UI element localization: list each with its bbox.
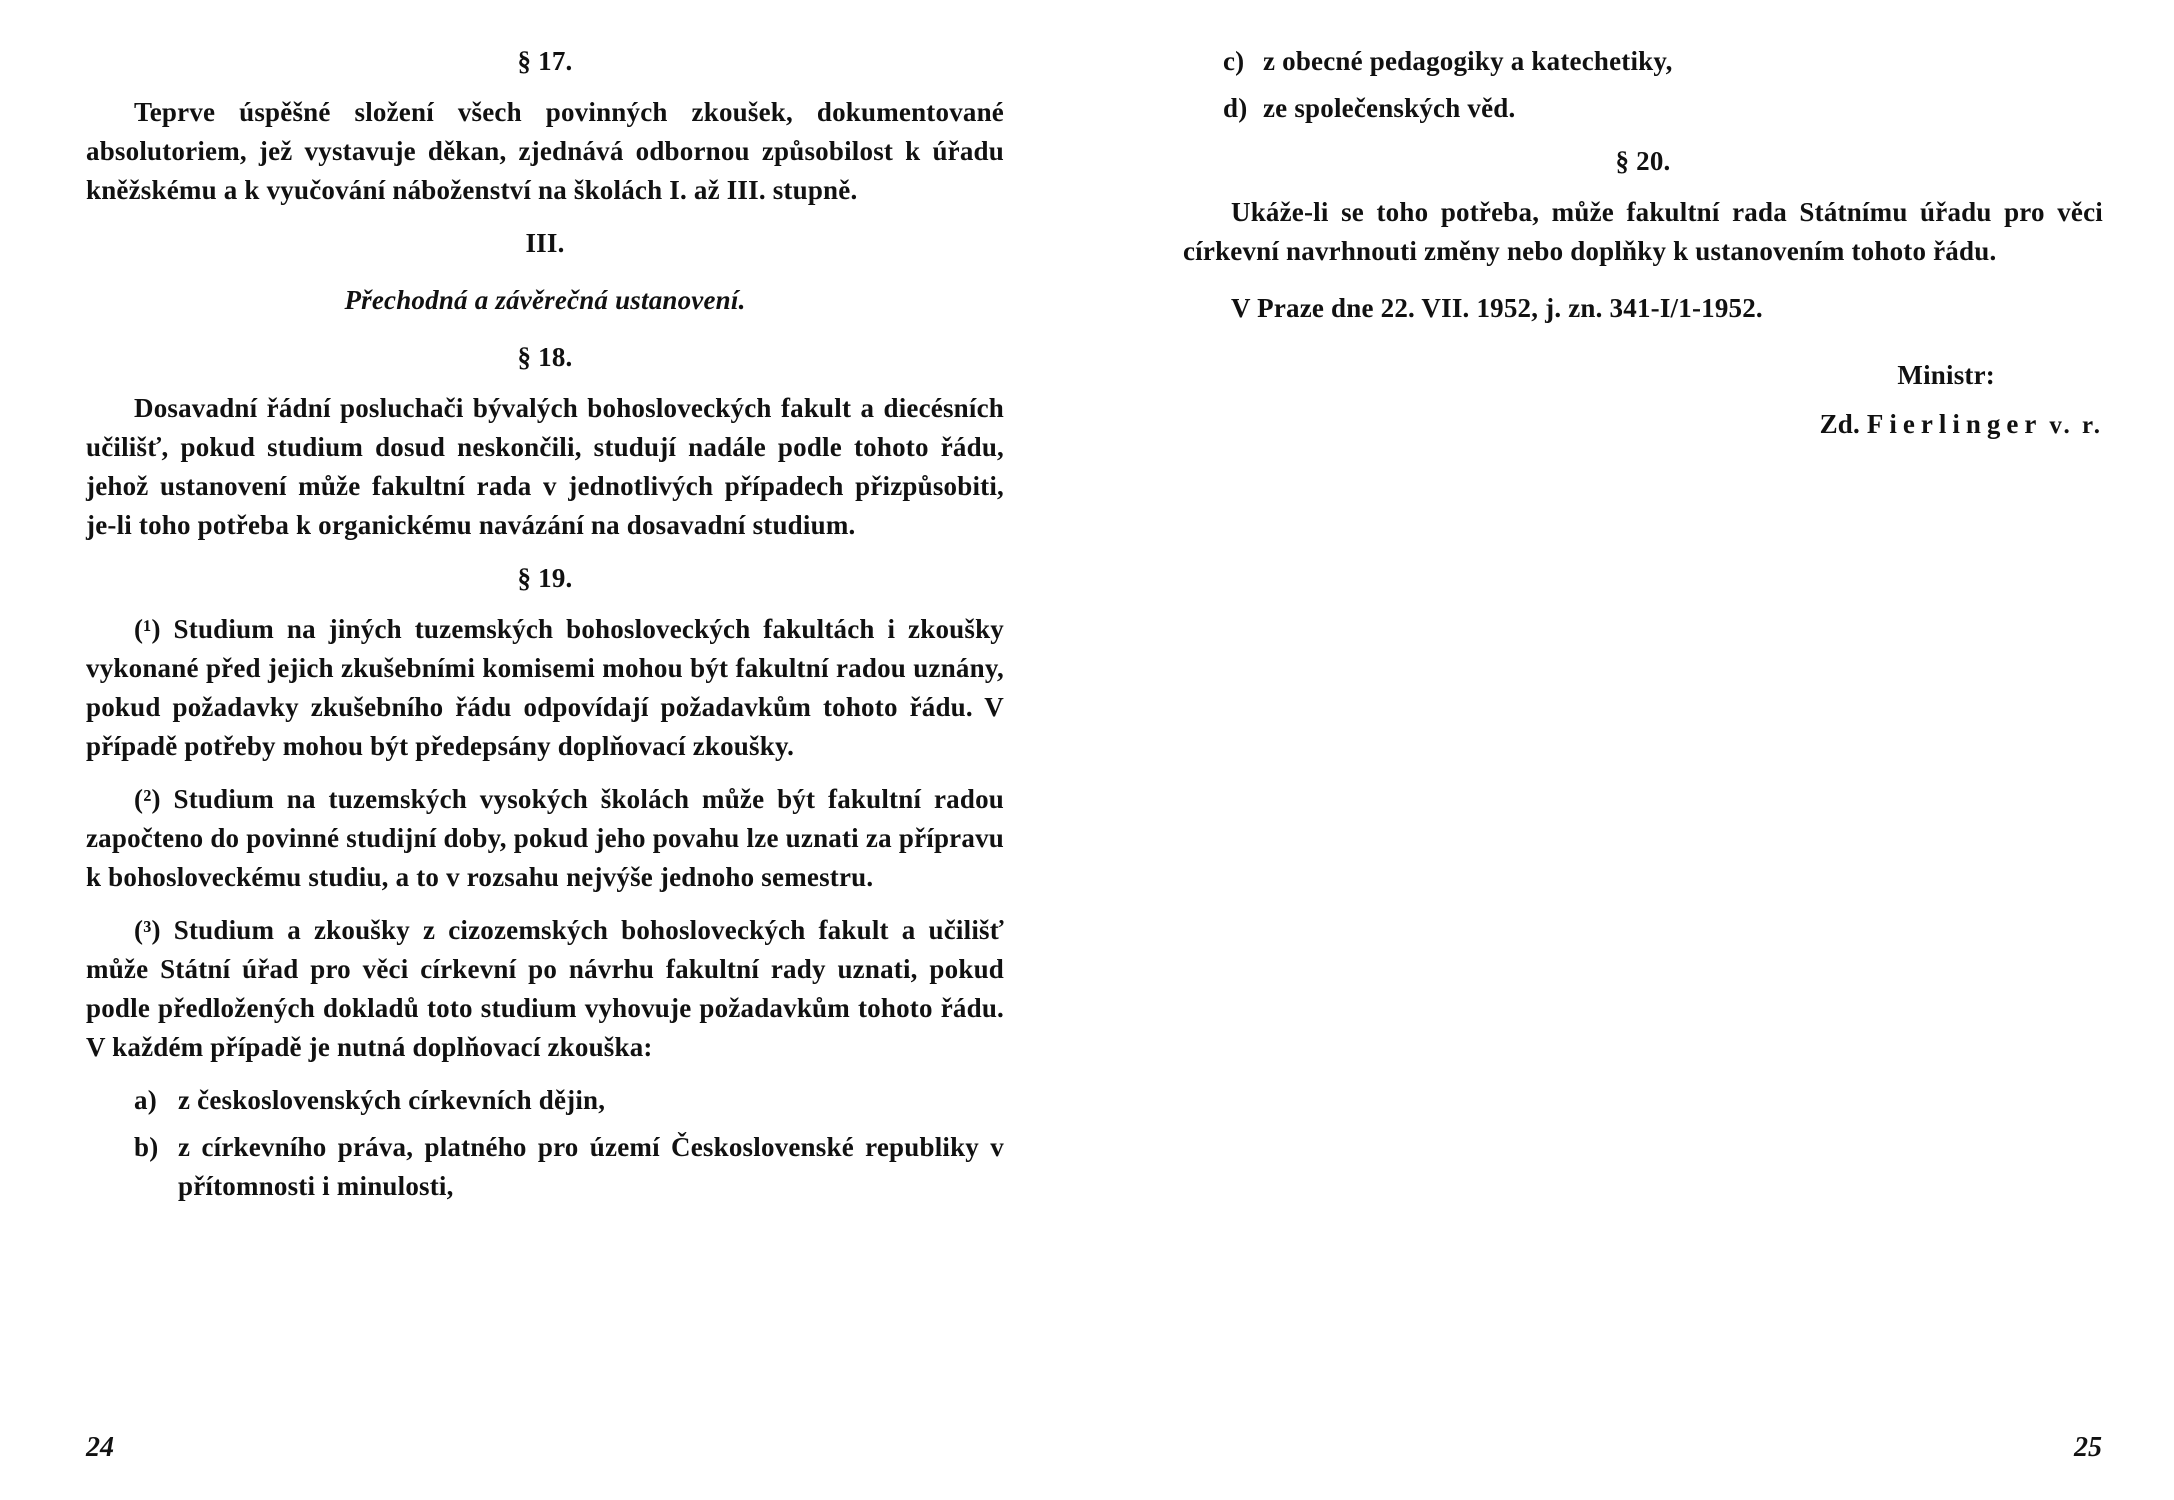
part-heading: III.	[525, 228, 565, 258]
date-line: V Praze dne 22. VII. 1952, j. zn. 341-I/1-1952.	[1231, 293, 1763, 323]
list-item	[86, 1081, 1004, 1120]
signature-prefix: Zd.	[1819, 409, 1860, 439]
list-text: z obecné pedagogiky a katechetiky,	[1263, 46, 1673, 76]
section-18-text: Dosavadní řádní posluchači bývalých bohosloveckých fakult a diecésních učilišť, pokud studium dosud neskončili, studují nadále podle tohoto řádu, jehož ustanovení může fakultní rada v jednotlivých případech přizpůsobiti, je-li toho potřeba k organickému navázání na dosavadní studium.	[86, 393, 1004, 540]
right-page	[1087, 0, 2174, 1500]
list-marker: b)	[134, 1132, 159, 1162]
right-page-column	[1183, 42, 2103, 445]
signature-name: Fierlinger	[1866, 409, 2043, 439]
signature-title: Ministr:	[1897, 360, 1995, 390]
signature-line	[1183, 405, 2103, 445]
left-page-column	[86, 42, 1004, 1214]
page-number-left: 24	[86, 1432, 114, 1463]
section-19-paragraph-3: (³) Studium a zkoušky z cizozemských bohosloveckých fakult a učilišť může Státní úřad pro věci církevní po návrhu fakultní rady uznati, pokud podle předložených dokladů toto studium vyhovuje požadavkům tohoto řádu. V každém případě je nutná doplňovací zkouška:	[86, 915, 1004, 1062]
list-marker: d)	[1223, 93, 1248, 123]
section-17-text: Teprve úspěšné složení všech povinných zkoušek, dokumentované absolutoriem, jež vystavuje děkan, zjednává odbornou způsobilost k úřadu kněžskému a k vyučování náboženství na školách I. až III. stupně.	[86, 97, 1004, 205]
section-20-text: Ukáže-li se toho potřeba, může fakultní rada Státnímu úřadu pro věci církevní navrhnouti změny nebo doplňky k ustanovením tohoto řádu.	[1183, 197, 2103, 266]
section-19-paragraph-1: (¹) Studium na jiných tuzemských bohosloveckých fakultách i zkoušky vykonané před jejich zkušebními komisemi mohou být fakultní radou uznány, pokud požadavky zkušebního řádu odpovídají požadavkům tohoto řádu. V případě potřeby mohou být předepsány doplňovací zkoušky.	[86, 614, 1004, 761]
part-subheading: Přechodná a závěrečná ustanovení.	[344, 285, 746, 315]
list-text: z církevního práva, platného pro území Československé republiky v přítomnosti i minulosti,	[178, 1132, 1004, 1201]
list-item	[1183, 89, 2103, 128]
list-item	[1183, 42, 2103, 81]
signature-suffix: v. r.	[2049, 412, 2103, 439]
section-18-heading: § 18.	[517, 342, 573, 372]
section-20-heading: § 20.	[1615, 146, 1671, 176]
section-19-heading: § 19.	[517, 563, 573, 593]
section-17-heading: § 17.	[517, 46, 573, 76]
section-19-paragraph-2: (²) Studium na tuzemských vysokých školách může být fakultní radou započteno do povinné studijní doby, pokud jeho povahu lze uznati za přípravu k bohosloveckému studiu, a to v rozsahu nejvýše jednoho semestru.	[86, 784, 1004, 892]
list-marker: c)	[1223, 46, 1245, 76]
list-text: ze společenských věd.	[1263, 93, 1516, 123]
page-number-right: 25	[2074, 1432, 2102, 1463]
list-item	[86, 1128, 1004, 1206]
list-marker: a)	[134, 1085, 157, 1115]
list-text: z československých církevních dějin,	[178, 1085, 606, 1115]
